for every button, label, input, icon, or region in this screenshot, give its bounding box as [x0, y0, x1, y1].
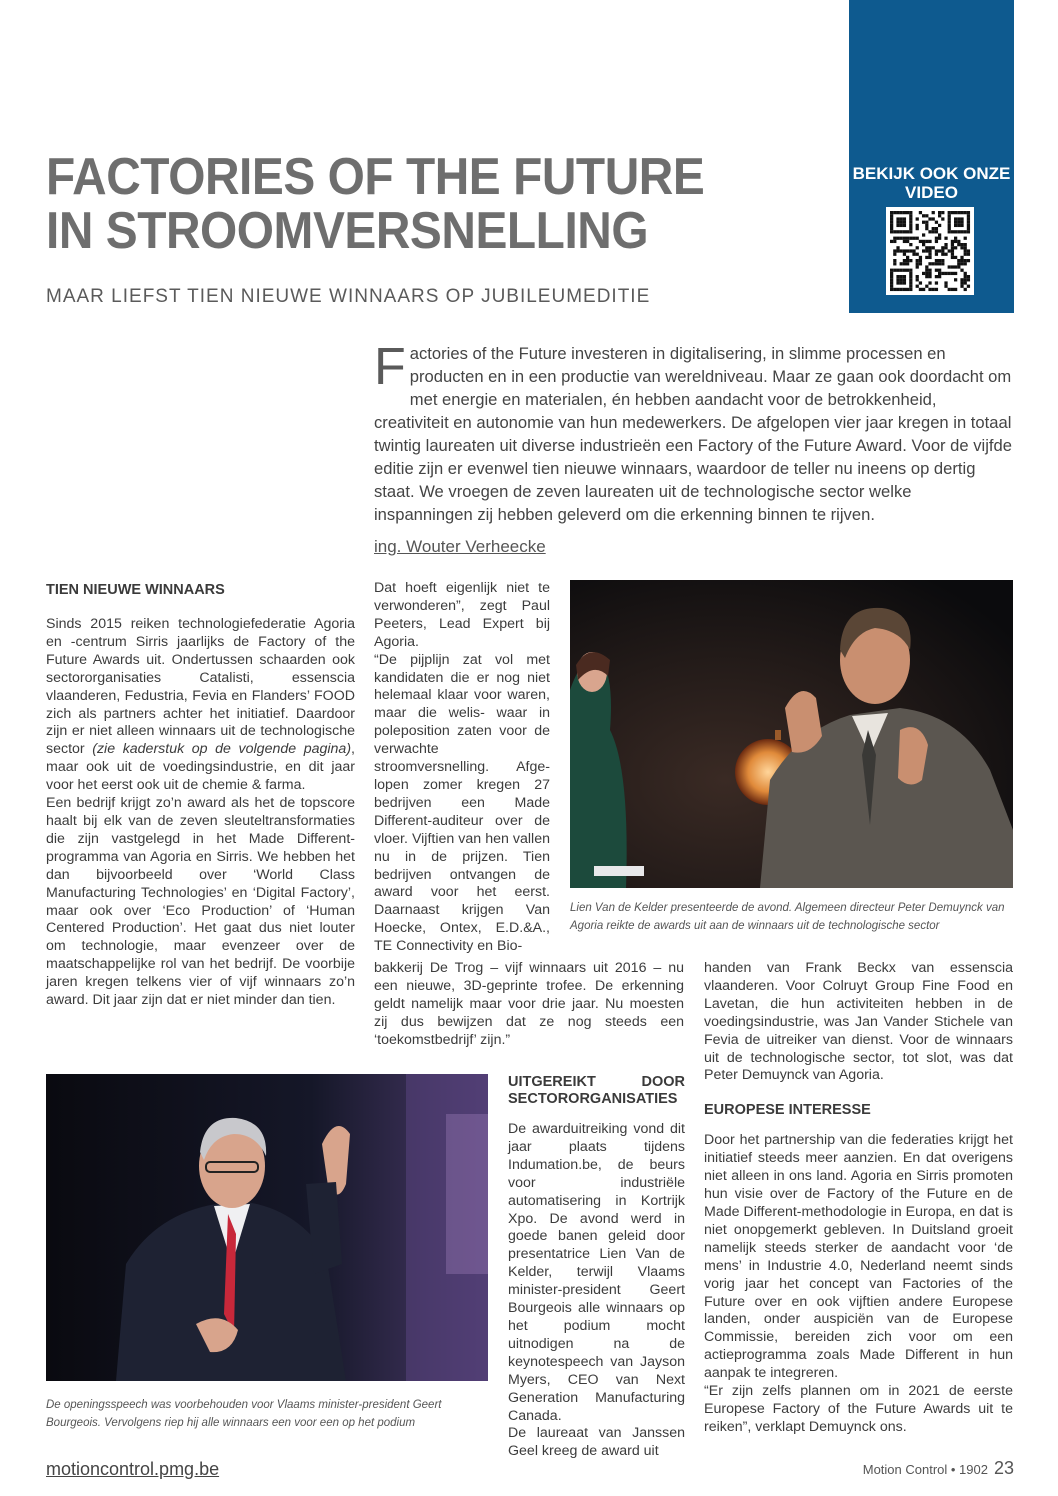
- article-intro: [374, 338, 1014, 526]
- paragraph: “De pijplijn zat vol met kandidaten die er nog niet helemaal klaar voor waren, maar die welis- waar in poleposition zaten voor de verwachte stroomversnelling. Afge- lopen zomer kregen 27 bedrijven een Made Different-auditeur over de vloer. Vijftien van hen vallen nu in de prijzen. Tien bedrijven ontvangen de award voor het eerst. Daarnaast krijgen Van Hoecke, Ontex, E.D.&A., TE Connectivity en Bio-: [374, 651, 550, 955]
- footer-website-link[interactable]: motioncontrol.pmg.be: [46, 1459, 220, 1479]
- photo-speaker-podium: [46, 1074, 488, 1381]
- photo-presenters-stage: [570, 580, 1013, 888]
- article-subheadline: MAAR LIEFST TIEN NIEUWE WINNAARS OP JUBILEUMEDITIE: [46, 286, 651, 307]
- article-author[interactable]: ing. Wouter Verheecke: [374, 537, 546, 556]
- photo-illustration: [570, 580, 1013, 888]
- headline-line-1: FACTORIES OF THE FUTURE: [46, 148, 705, 206]
- column-2-bottom: [374, 960, 684, 1050]
- video-promo-title: BEKIJK OOK ONZE VIDEO: [852, 164, 1011, 202]
- column-2-top: [374, 580, 550, 956]
- section-heading-europese-interesse: EUROPESE INTERESSE: [704, 1102, 871, 1119]
- video-promo-box[interactable]: [849, 0, 1014, 313]
- photo-caption-bottom: De openingsspeech was voorbehouden voor Vlaams minister-president Geert Bourgeois. Vervolgens riep hij alle winnaars een voor een op het podium: [46, 1399, 442, 1429]
- paragraph: Een bedrijf krijgt zo’n award als het de topscore haalt bij elk van de zeven sleuteltransformaties die zijn vastgelegd in het Made Different-programma van Agoria en Sirris. We hebben het dan bijvoorbeeld over ‘World Class Manufacturing Technologies’ en ‘Digital Factory’, maar ook over ‘Eco Production’ of ‘Human Centered Production’. Het gaat dus niet louter om technologie, maar evenzeer over de maatschappelijke rol van het bedrijf. De voorbije jaren kregen telkens vier of vijf winnaars zo’n award. Dit jaar zijn dat er niet minder dan tien.: [46, 795, 355, 1009]
- column-1: [46, 582, 355, 1010]
- photo-illustration: [46, 1074, 488, 1381]
- footer-magazine: Motion Control • 1902: [862, 1462, 988, 1477]
- qr-code-icon[interactable]: [886, 207, 974, 295]
- reference-note: (zie kaderstuk op de volgende pagina): [92, 741, 352, 758]
- paragraph: handen van Frank Beckx van essenscia vlaanderen. Voor Colruyt Group Fine Food en Lavetan, die hun activiteiten hebben in de voedingsindustrie, was Jan Vander Stichele van Fevia de uitreiker van dienst. Voor de winnaars uit de technologische sector, tot slot, was dat Peter Demuynck van Agoria.: [704, 960, 1013, 1084]
- column-middle: [508, 1074, 685, 1461]
- section-heading-uitgereikt: UITGEREIKT DOOR SECTORORGANISATIES: [508, 1074, 685, 1107]
- headline-line-2: IN STROOMVERSNELLING: [46, 202, 649, 260]
- paragraph: “Er zijn zelfs plannen om in 2021 de eerste Europese Factory of the Future Awards uit te reiken”, verklapt Demuynck ons.: [704, 1383, 1013, 1435]
- paragraph: Dat hoeft eigenlijk niet te verwonderen”, zegt Paul Peeters, Lead Expert bij Agoria.: [374, 580, 550, 650]
- photo-caption-top: Lien Van de Kelder presenteerde de avond. Algemeen directeur Peter Demuynck van Agoria reikte de awards uit aan de winnaars uit de technologische sector: [570, 902, 1005, 932]
- footer-issue-info: [863, 1458, 1014, 1479]
- section-heading-tien-nieuwe-winnaars: TIEN NIEUWE WINNAARS: [46, 582, 225, 598]
- intro-dropcap: F: [374, 338, 406, 396]
- paragraph: Door het partnership van die federaties krijgt het initiatief steeds meer aanzien. En dat overigens niet alleen in ons land. Agoria en Sirris promoten hun visie over de Factory of the Future en de Made Different-methodologie in Europa, en dat is niet onopgemerkt gebleven. In Duitsland groeit namelijk steeds sterker de aandacht voor ‘de mens’ in Industrie 4.0, Nederland neemt sinds vorig jaar het concept van Factories of the Future over en ook vijftien andere Europese landen, onder auspiciën van de Europese Commissie, bereiden zich voor om een actieprogramma zoals Made Different in hun aanpak te integreren.: [704, 1132, 1013, 1382]
- article-headline: [46, 150, 745, 258]
- intro-text: actories of the Future investeren in digitalisering, in slimme processen en producten en in een productie van wereldniveau. Maar ze gaan ook doordacht om met energie en materialen, én hebben aandacht voor de betrokkenheid, creativiteit en autonomie van hun medewerkers. De afgelopen vier jaar kregen in totaal twintig laureaten uit diverse industrieën een Factory of the Future Award. Voor de vijfde editie zijn er evenwel tien nieuwe winnaars, waardoor de teller nu ineens op dertig staat. We vroegen de zeven laureaten uit de technologische sector welke inspanningen zij hebben geleverd om die erkenning binnen te rijven.: [374, 344, 1012, 524]
- column-3: [704, 960, 1013, 1437]
- paragraph: bakkerij De Trog – vijf winnaars uit 2016 – nu een nieuwe, 3D-geprinte trofee. De erkenning geldt namelijk maar voor drie jaar. Nu moesten zij dus bewijzen dat ze nog steeds een ‘toekomstbedrijf’ zijn.”: [374, 960, 684, 1048]
- page-number: 23: [993, 1458, 1014, 1478]
- paragraph: Sinds 2015 reiken technologiefederatie Agoria en -centrum Sirris jaarlijks de Factory of the Future Awards uit. Ondertussen schaarden ook sectororganisaties Catalisti, essenscia vlaanderen, Fedustria, Fevia en Flanders’ FOOD zich als partners achter het initiatief. Daardoor zijn er niet alleen winnaars uit de technologische sector (zie kaderstuk op de volgende pagina), maar ook uit de voedingsindustrie, en dit jaar voor het eerst ook uit de chemie & farma.: [46, 616, 355, 794]
- paragraph: De laureaat van Janssen Geel kreeg de award uit: [508, 1425, 685, 1460]
- paragraph: De awarduitreiking vond dit jaar plaats tijdens Indumation.be, de beurs voor industriële automatisering in Kortrijk Xpo. De avond werd in goede banen geleid door presentatrice Lien Van de Kelder, terwijl Vlaams minister-president Geert Bourgeois alle winnaars op het podium mocht uitnodigen na de keynotespeech van Jayson Myers, CEO van Next Generation Manufacturing Canada.: [508, 1121, 685, 1424]
